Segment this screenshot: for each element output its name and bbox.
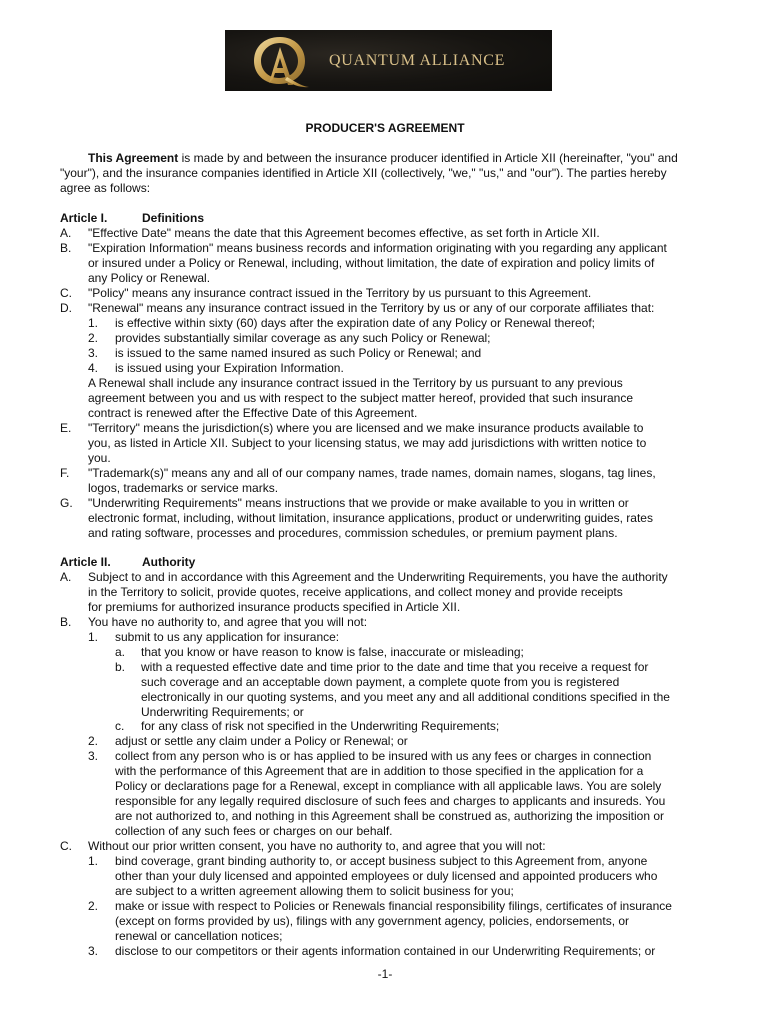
list-item: make or issue with respect to Policies or Renewals financial responsibility filings, certificates of insurance <box>115 899 672 913</box>
article-2-label: Article II. <box>60 555 111 569</box>
definition-line: electronic format, including, without limitation, insurance applications, product or underwriting guides, rates <box>88 511 653 525</box>
logo-brand-name: QUANTUM ALLIANCE <box>329 52 506 69</box>
list-item: other than your duly licensed and appointed employees or duly licensed and appointed producers who <box>115 869 658 883</box>
definition-line: agreement between you and us with respect to the subject matter hereof, provided that such insurance <box>88 391 633 405</box>
definition-line: or insured under a Policy or Renewal, including, without limitation, the date of expiration and policy limits of <box>88 256 655 270</box>
section-label: D. <box>60 301 72 315</box>
intro-line-3: agree as follows: <box>60 181 151 195</box>
document-title: PRODUCER'S AGREEMENT <box>305 121 465 135</box>
section-label: E. <box>60 421 72 435</box>
definition-line: "Renewal" means any insurance contract issued in the Territory by us or any of our corporate affiliates that: <box>88 301 655 315</box>
item-number: 1. <box>88 630 99 644</box>
intro-text-1: is made by and between the insurance producer identified in Article XII (hereinafter, "you" and <box>181 151 678 165</box>
article-2-title: Authority <box>142 555 196 569</box>
item-number: 1. <box>88 316 99 330</box>
list-item: is issued using your Expiration Information. <box>115 361 344 375</box>
item-number: 3. <box>88 749 99 763</box>
list-item: is effective within sixty (60) days after the expiration date of any Policy or Renewal thereof; <box>115 316 596 330</box>
list-item: bind coverage, grant binding authority to, or accept business subject to this Agreement from, anyone <box>115 854 648 868</box>
item-number: 1. <box>88 854 99 868</box>
section-label: C. <box>60 286 72 300</box>
section-label: B. <box>60 241 72 255</box>
definition-line: contract is renewed after the Effective Date of this Agreement. <box>88 406 418 420</box>
item-number: 2. <box>88 899 99 913</box>
definition-line: and rating software, processes and procedures, commission schedules, or premium payment plans. <box>88 526 618 540</box>
list-item: disclose to our competitors or their agents information contained in our Underwriting Requirements; or <box>115 944 656 958</box>
list-item: are subject to a written agreement allowing them to solicit business for you; <box>115 884 514 898</box>
sub-item: Underwriting Requirements; or <box>141 705 304 719</box>
list-item: collect from any person who is or has applied to be insured with us any fees or charges in connection <box>115 749 652 763</box>
list-item: is issued to the same named insured as such Policy or Renewal; and <box>115 346 482 360</box>
sub-item-letter: b. <box>115 660 126 674</box>
authority-line: You have no authority to, and agree that you will not: <box>88 615 368 629</box>
item-number: 2. <box>88 331 99 345</box>
intro-lead: This Agreement <box>88 151 179 165</box>
definition-line: "Territory" means the jurisdiction(s) where you are licensed and we make insurance products available to <box>88 421 644 435</box>
list-item: responsible for any legally required disclosure of such fees and charges to applicants and insureds. You <box>115 794 666 808</box>
definition-line: you, as listed in Article XII. Subject to your licensing status, we may add jurisdictions with written notice to <box>88 436 647 450</box>
definition-line: any Policy or Renewal. <box>88 271 211 285</box>
sub-item-letter: c. <box>115 719 125 733</box>
section-label: F. <box>60 466 70 480</box>
quantum-alliance-logo <box>225 30 552 91</box>
sub-item: electronically in our quoting systems, and you meet any and all additional conditions specified in the <box>141 690 670 704</box>
page-number: -1- <box>377 967 393 981</box>
authority-line: Subject to and in accordance with this Agreement and the Underwriting Requirements, you have the authority <box>88 570 668 584</box>
intro-line-1 <box>88 151 678 166</box>
definition-line: "Trademark(s)" means any and all of our company names, trade names, domain names, slogans, tag lines, <box>88 466 656 480</box>
article-1-label: Article I. <box>60 211 108 225</box>
list-item: provides substantially similar coverage as any such Policy or Renewal; <box>115 331 491 345</box>
authority-line: for premiums for authorized insurance products specified in Article XII. <box>88 600 461 614</box>
definition-line: "Policy" means any insurance contract issued in the Territory by us pursuant to this Agreement. <box>88 286 592 300</box>
list-item: are not authorized to, and nothing in this Agreement shall be construed as, authorizing the imposition or <box>115 809 665 823</box>
definition-line: A Renewal shall include any insurance contract issued in the Territory by us pursuant to any previous <box>88 376 623 390</box>
list-item: collection of any such fees or charges on our behalf. <box>115 824 393 838</box>
section-label: B. <box>60 615 72 629</box>
item-number: 3. <box>88 944 99 958</box>
definition-line: "Effective Date" means the date that this Agreement becomes effective, as set forth in Article XII. <box>88 226 600 240</box>
authority-line: in the Territory to solicit, provide quotes, receive applications, and collect money and provide receipts <box>88 585 623 599</box>
list-item: adjust or settle any claim under a Policy or Renewal; or <box>115 734 408 748</box>
section-label: G. <box>60 496 73 510</box>
section-label: A. <box>60 570 72 584</box>
sub-item: that you know or have reason to know is false, inaccurate or misleading; <box>141 645 524 659</box>
definition-line: "Underwriting Requirements" means instructions that we provide or make available to you in written or <box>88 496 629 510</box>
sub-item-letter: a. <box>115 645 126 659</box>
authority-line: Without our prior written consent, you have no authority to, and agree that you will not: <box>88 839 546 853</box>
sub-item: with a requested effective date and time prior to the date and time that you receive a request for <box>141 660 649 674</box>
intro-line-2: "your"), and the insurance companies identified in Article XII (collectively, "we," "us," and "our"). The parties hereby <box>60 166 667 180</box>
item-number: 4. <box>88 361 99 375</box>
sub-item: such coverage and an acceptable down payment, a complete quote from you is registered <box>141 675 620 689</box>
article-1-title: Definitions <box>142 211 204 225</box>
list-item: renewal or cancellation notices; <box>115 929 283 943</box>
definition-line: "Expiration Information" means business records and information originating with you regarding any applicant <box>88 241 667 255</box>
definition-line: logos, trademarks or service marks. <box>88 481 279 495</box>
section-label: C. <box>60 839 72 853</box>
qa-monogram-icon <box>249 33 311 89</box>
sub-item: for any class of risk not specified in the Underwriting Requirements; <box>141 719 500 733</box>
list-item: with the performance of this Agreement that are in addition to those specified in the application for a <box>115 764 644 778</box>
list-item: Policy or declarations page for a Renewal, except in compliance with all applicable laws. You are solely <box>115 779 662 793</box>
definition-line: you. <box>88 451 111 465</box>
list-item: submit to us any application for insurance: <box>115 630 340 644</box>
item-number: 2. <box>88 734 99 748</box>
list-item: (except on forms provided by us), filings with any government agency, policies, endorsements, or <box>115 914 630 928</box>
section-label: A. <box>60 226 72 240</box>
item-number: 3. <box>88 346 99 360</box>
